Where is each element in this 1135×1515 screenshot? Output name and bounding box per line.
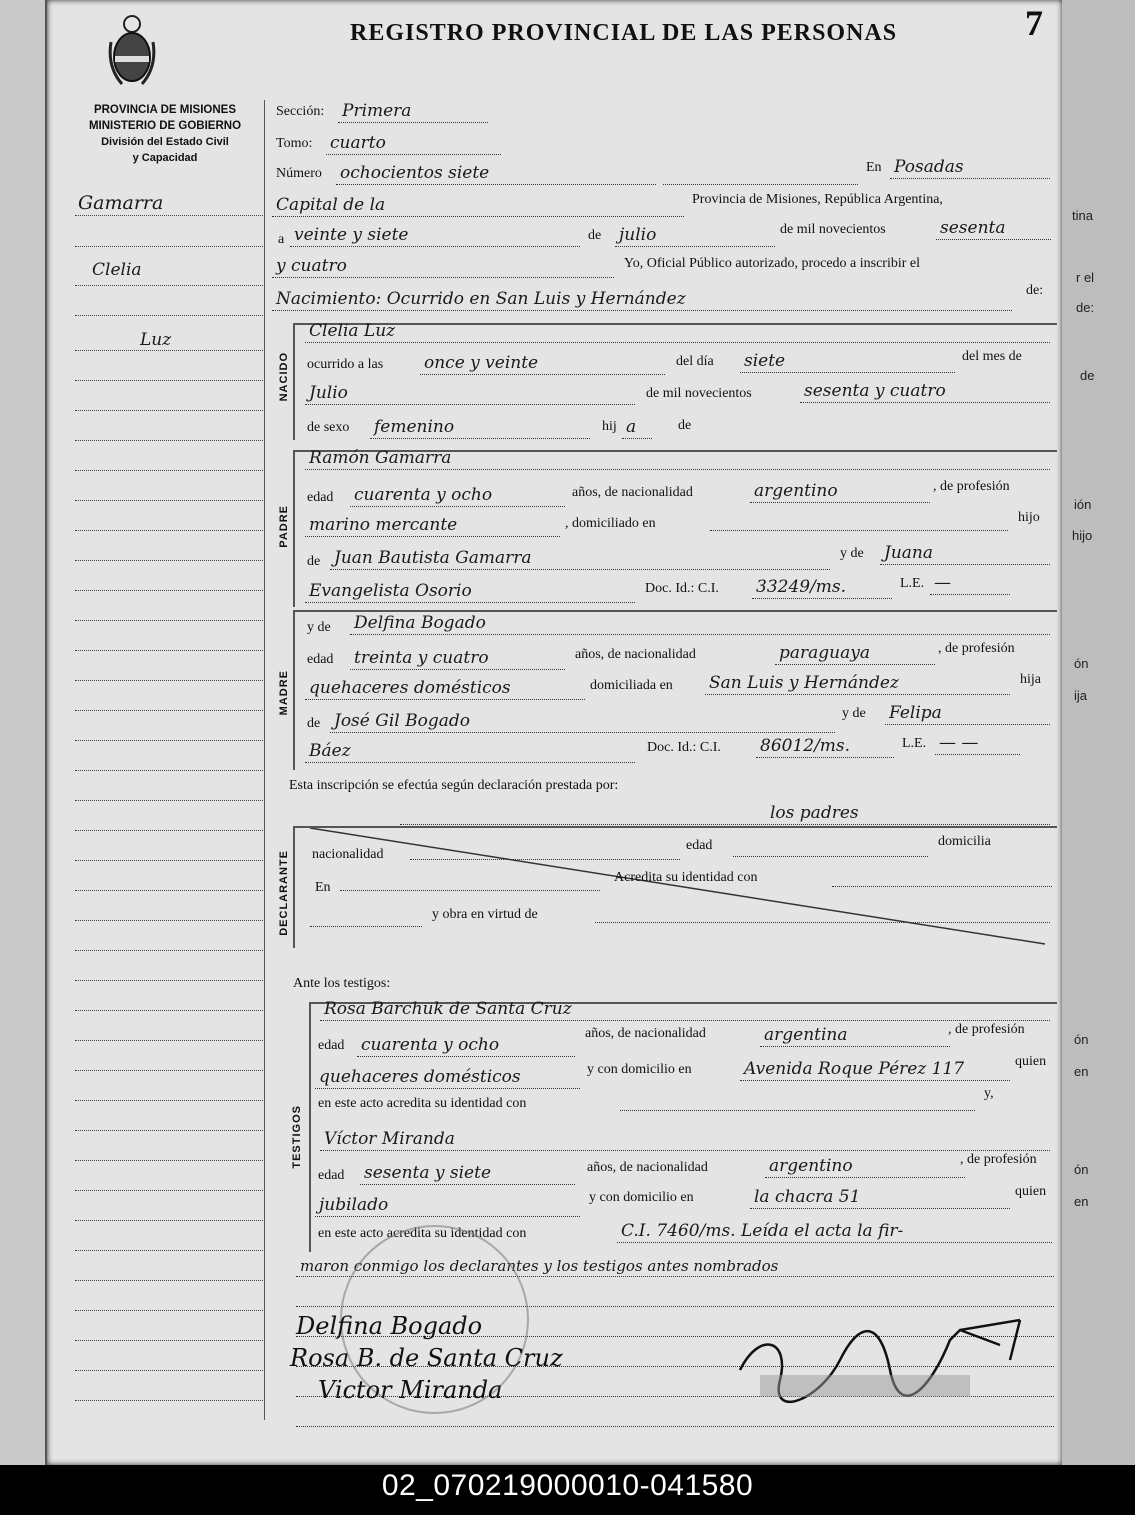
signature-witness-2: Victor Miranda bbox=[318, 1376, 503, 1404]
declarante-field: los padres bbox=[400, 800, 1050, 825]
padre-tag: PADRE bbox=[278, 505, 290, 548]
margin-first-name: Clelia bbox=[92, 260, 142, 280]
hij-suffix-field: a bbox=[622, 414, 652, 439]
testigo2-nombre-field: Víctor Miranda bbox=[320, 1126, 1050, 1151]
numero-field: ochocientos siete bbox=[336, 160, 656, 185]
testigos-tag: TESTIGOS bbox=[291, 1105, 303, 1169]
declarante-nac-field bbox=[410, 835, 680, 860]
madre-madre-field: Báez bbox=[305, 738, 635, 763]
y-de-label-3: y de bbox=[842, 706, 866, 721]
edad-label: edad bbox=[307, 490, 334, 505]
domiciliado-label: , domiciliado en bbox=[565, 516, 656, 531]
madre-nac-field: paraguaya bbox=[775, 640, 935, 665]
signature-mother: Delfina Bogado bbox=[296, 1312, 483, 1340]
le-label-2: L.E. bbox=[902, 736, 927, 751]
domicilio-label: y con domicilio en bbox=[587, 1062, 692, 1077]
seccion-label: Sección: bbox=[276, 104, 325, 119]
edad-label-4: edad bbox=[318, 1038, 345, 1053]
right-fragment: de: bbox=[1076, 300, 1095, 315]
tomo-label: Tomo: bbox=[276, 136, 313, 151]
madre-prof-field: quehaceres domésticos bbox=[305, 675, 585, 700]
profesion-label: , de profesión bbox=[933, 479, 1010, 494]
nacionalidad-label: nacionalidad bbox=[312, 847, 384, 862]
mil-novecientos-label: de mil novecientos bbox=[780, 222, 886, 237]
right-fragment: de bbox=[1080, 368, 1095, 383]
padre-madre-field: Evangelista Osorio bbox=[305, 578, 635, 603]
sexo-field: femenino bbox=[370, 414, 590, 439]
declarante-obra-field bbox=[595, 898, 1050, 923]
testigo1-prof-field: quehaceres domésticos bbox=[315, 1064, 580, 1089]
issuing-authority bbox=[60, 102, 270, 166]
ante-testigos-label: Ante los testigos: bbox=[293, 976, 391, 991]
right-fragment: tina bbox=[1072, 208, 1093, 223]
en-field: Posadas bbox=[890, 154, 1050, 179]
declaracion-label: Esta inscripción se efectúa según declaración prestada por: bbox=[289, 778, 619, 793]
en-label-2: En bbox=[315, 880, 331, 895]
testigo2-dom-field: la chacra 51 bbox=[750, 1184, 1010, 1209]
org-line: División del Estado Civil bbox=[101, 136, 229, 148]
testigo1-nac-field: argentina bbox=[760, 1022, 950, 1047]
right-fragment: ón bbox=[1074, 1162, 1089, 1177]
anio-cont-field: y cuatro bbox=[272, 253, 614, 278]
del-dia-label: del día bbox=[676, 354, 714, 369]
madre-ci-field: 86012/ms. bbox=[756, 733, 894, 758]
document-title: REGISTRO PROVINCIAL DE LAS PERSONAS bbox=[350, 20, 898, 46]
hij-label: hij bbox=[602, 419, 617, 434]
org-line: PROVINCIA DE MISIONES bbox=[93, 104, 237, 116]
margin-surname: Gamarra bbox=[78, 192, 164, 214]
quien-label-2: quien bbox=[1015, 1184, 1047, 1199]
dia-field: veinte y siete bbox=[290, 222, 580, 247]
right-fragment: ija bbox=[1074, 688, 1088, 703]
anios-nac-label-2: años, de nacionalidad bbox=[575, 647, 696, 662]
right-fragment: r el bbox=[1076, 270, 1095, 285]
edad-label-2: edad bbox=[307, 652, 334, 667]
domiciliada-label: domiciliada en bbox=[590, 678, 673, 693]
provincia-label: Provincia de Misiones, República Argentina, bbox=[692, 192, 943, 207]
madre-nombre-field: Delfina Bogado bbox=[350, 610, 1050, 635]
testigo1-edad-field: cuarenta y ocho bbox=[357, 1032, 575, 1057]
signature-witness-1: Rosa B. de Santa Cruz bbox=[290, 1344, 563, 1372]
padre-le-field: — bbox=[930, 570, 1010, 595]
acredita-label-2: en este acto acredita su identidad con bbox=[318, 1096, 527, 1111]
mes-nac-field: Julio bbox=[305, 380, 635, 405]
y-de-label: y de bbox=[840, 546, 864, 561]
acredita-label: Acredita su identidad con bbox=[614, 870, 758, 885]
hijo-label: hijo bbox=[1018, 510, 1040, 525]
madre-edad-field: treinta y cuatro bbox=[350, 645, 565, 670]
blank-field bbox=[663, 160, 858, 185]
padre-hijo-de-field: Juan Bautista Gamarra bbox=[330, 545, 830, 570]
padre-y-de-field: Juana bbox=[880, 540, 1050, 565]
acta-field: Nacimiento: Ocurrido en San Luis y Hernández bbox=[272, 286, 1012, 311]
madre-hija-de-field: José Gil Bogado bbox=[330, 708, 835, 733]
dia-nac-field: siete bbox=[740, 348, 955, 373]
anios-nac-label-3: años, de nacionalidad bbox=[585, 1026, 706, 1041]
sexo-label: de sexo bbox=[307, 420, 350, 435]
right-fragment: ón bbox=[1074, 1032, 1089, 1047]
madre-le-field: — — bbox=[935, 730, 1020, 755]
testigo2-acredita-field: C.I. 7460/ms. Leída el acta la fir- bbox=[617, 1218, 1052, 1243]
anio-nac-field: sesenta y cuatro bbox=[800, 378, 1050, 403]
ocurrido-label: ocurrido a las bbox=[307, 357, 384, 372]
madre-y-de-field: Felipa bbox=[885, 700, 1050, 725]
hija-label: hija bbox=[1020, 672, 1041, 687]
cierre-field: maron conmigo los declarantes y los testigos antes nombrados bbox=[296, 1252, 1054, 1277]
mil-novecientos-label-2: de mil novecientos bbox=[646, 386, 752, 401]
nombre-field: Clelia Luz bbox=[305, 318, 1050, 343]
de-colon-label: de: bbox=[1026, 283, 1044, 298]
de-label-4: de bbox=[307, 716, 321, 731]
official-signature bbox=[720, 1300, 1030, 1410]
doc-id-label-2: Doc. Id.: C.I. bbox=[647, 740, 721, 755]
document-id-footer: 02_070219000010-041580 bbox=[0, 1465, 1135, 1515]
testigo1-acredita-field bbox=[620, 1086, 975, 1111]
right-fragment: hijo bbox=[1072, 528, 1093, 543]
hora-field: once y veinte bbox=[420, 350, 665, 375]
padre-prof-field: marino mercante bbox=[305, 512, 560, 537]
adjacent-page-left bbox=[0, 0, 47, 1465]
en-label: En bbox=[866, 160, 882, 175]
anios-nac-label-4: años, de nacionalidad bbox=[587, 1160, 708, 1175]
declarante-en-field bbox=[340, 866, 600, 891]
padre-edad-field: cuarenta y ocho bbox=[350, 482, 565, 507]
padre-ci-field: 33249/ms. bbox=[752, 574, 892, 599]
y-coma-label: y, bbox=[984, 1086, 994, 1101]
testigo2-nac-field: argentino bbox=[765, 1153, 965, 1178]
testigo1-dom-field: Avenida Roque Pérez 117 bbox=[740, 1056, 1010, 1081]
adjacent-page-right bbox=[1062, 0, 1135, 1465]
de-label-2: de bbox=[678, 418, 692, 433]
acredita-label-3: en este acto acredita su identidad con bbox=[318, 1226, 527, 1241]
le-label: L.E. bbox=[900, 576, 925, 591]
declarante-edad-field bbox=[733, 832, 928, 857]
profesion-label-3: , de profesión bbox=[948, 1022, 1025, 1037]
testigo1-nombre-field: Rosa Barchuk de Santa Cruz bbox=[320, 996, 1050, 1021]
seccion-field: Primera bbox=[338, 98, 488, 123]
y-de-label-2: y de bbox=[307, 620, 331, 635]
padre-nac-field: argentino bbox=[750, 478, 930, 503]
padre-dom-field bbox=[710, 506, 1008, 531]
coat-of-arms-icon bbox=[107, 12, 157, 90]
del-mes-label: del mes de bbox=[962, 349, 1022, 364]
blank-field-2 bbox=[310, 902, 422, 927]
madre-tag: MADRE bbox=[278, 670, 290, 716]
de-label-3: de bbox=[307, 554, 321, 569]
org-line: MINISTERIO DE GOBIERNO bbox=[88, 120, 242, 132]
numero-label: Número bbox=[276, 166, 322, 181]
padre-nombre-field: Ramón Gamarra bbox=[305, 445, 1050, 470]
page-number: 7 bbox=[1025, 3, 1043, 43]
a-label: a bbox=[278, 232, 285, 247]
anios-nac-label: años, de nacionalidad bbox=[572, 485, 693, 500]
profesion-label-4: , de profesión bbox=[960, 1152, 1037, 1167]
right-fragment: en bbox=[1074, 1194, 1089, 1209]
right-fragment: ón bbox=[1074, 656, 1089, 671]
nacido-tag: NACIDO bbox=[278, 352, 290, 402]
madre-dom-field: San Luis y Hernández bbox=[705, 670, 1010, 695]
margin-divider bbox=[264, 100, 265, 1420]
y-obra-label: y obra en virtud de bbox=[432, 907, 538, 922]
domicilio-label-2: y con domicilio en bbox=[589, 1190, 694, 1205]
de-label: de bbox=[588, 228, 602, 243]
testigo2-edad-field: sesenta y siete bbox=[360, 1160, 575, 1185]
capital-field: Capital de la bbox=[272, 192, 684, 217]
anio-field: sesenta bbox=[936, 215, 1051, 240]
tomo-field: cuarto bbox=[326, 130, 501, 155]
mes-field: julio bbox=[615, 222, 775, 247]
right-fragment: ión bbox=[1074, 497, 1092, 512]
doc-id-label: Doc. Id.: C.I. bbox=[645, 581, 719, 596]
declarante-tag: DECLARANTE bbox=[278, 850, 290, 936]
edad-label-5: edad bbox=[318, 1168, 345, 1183]
oficial-label: Yo, Oficial Público autorizado, procedo a inscribir el bbox=[624, 256, 921, 271]
profesion-label-2: , de profesión bbox=[938, 641, 1015, 656]
edad-label-3: edad bbox=[686, 838, 713, 853]
testigo2-prof-field: jubilado bbox=[315, 1192, 580, 1217]
domicilia-label: domicilia bbox=[938, 834, 991, 849]
margin-middle-name: Luz bbox=[140, 330, 172, 350]
org-line: y Capacidad bbox=[132, 152, 198, 164]
declarante-acredita-field bbox=[832, 862, 1052, 887]
right-fragment: en bbox=[1074, 1064, 1089, 1079]
quien-label: quien bbox=[1015, 1054, 1047, 1069]
